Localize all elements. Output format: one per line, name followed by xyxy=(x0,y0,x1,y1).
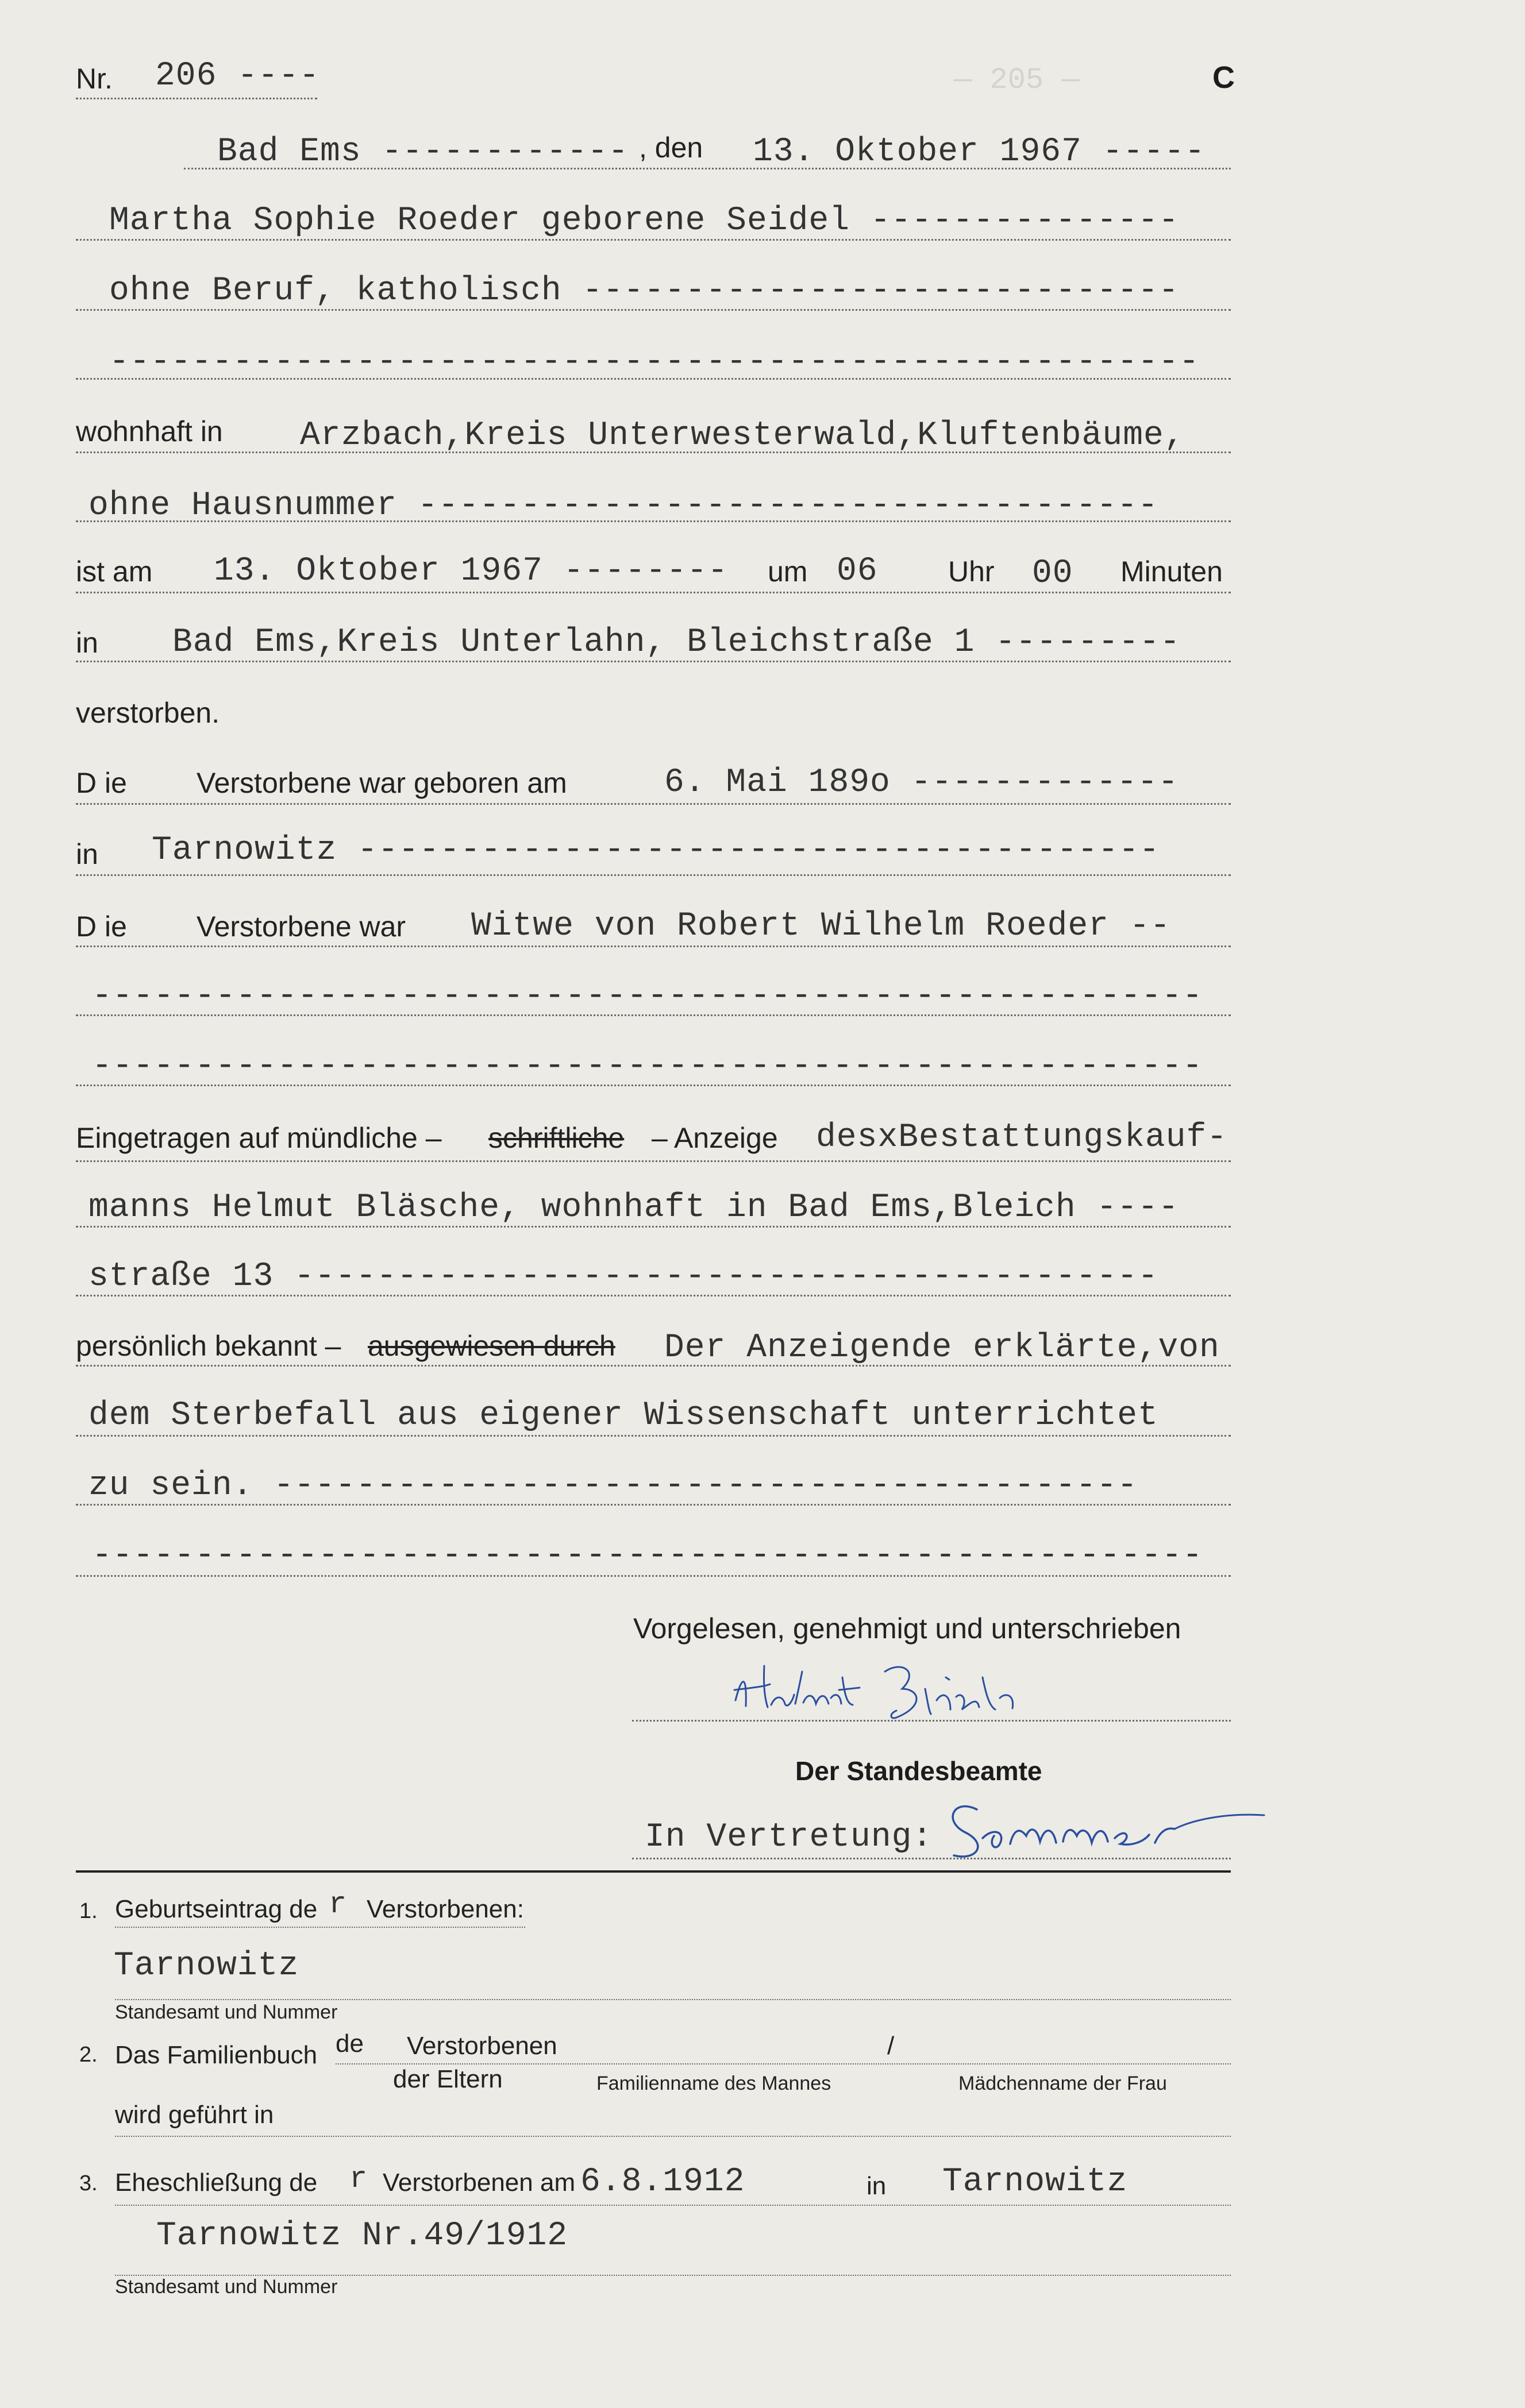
status-value: Witwe von Robert Wilhelm Roeder -- xyxy=(471,908,1171,945)
nr-value: 206 ---- xyxy=(155,57,320,95)
status-die-label: D ie xyxy=(76,910,127,943)
registration-line-3 xyxy=(76,1295,1231,1296)
footnote-1-value: Tarnowitz xyxy=(114,1947,299,1985)
deceased-name: Martha Sophie Roeder geborene Seidel --------------- xyxy=(109,202,1179,240)
registration-line-5 xyxy=(76,1435,1231,1437)
residence-line-1: Arzbach,Kreis Unterwesterwald,Kluftenbäume, xyxy=(300,417,1185,454)
status-label: Verstorbene war xyxy=(197,910,406,943)
registration-typed-7: ------------------------------------------------------ xyxy=(92,1537,1203,1575)
registration-line-4 xyxy=(76,1365,1231,1367)
deceased-blank-line: ----------------------------------------------------- xyxy=(109,344,1200,381)
corner-letter: C xyxy=(1212,60,1235,95)
birth-label: Verstorbene war geboren am xyxy=(197,767,567,799)
occupation-line xyxy=(76,309,1231,311)
place-date-line xyxy=(184,168,1231,169)
footnote-1-label-b: Verstorbenen: xyxy=(367,1895,524,1923)
footnote-3-caption: Standesamt und Nummer xyxy=(115,2276,338,2298)
bleed-through-mark: — 205 — xyxy=(954,63,1080,97)
name-line xyxy=(76,239,1231,241)
den-label: , den xyxy=(639,132,703,164)
read-approved-signed: Vorgelesen, genehmigt und unterschrieben xyxy=(633,1612,1181,1645)
personally-known-label: persönlich bekannt – xyxy=(76,1330,341,1362)
death-time-line xyxy=(76,592,1231,593)
registration-struck-written: schriftliche xyxy=(488,1122,625,1154)
footnote-separator xyxy=(76,1870,1231,1873)
footnote-2-line-a xyxy=(336,2063,1231,2064)
footnote-2-label-b: wird geführt in xyxy=(115,2101,274,2129)
footnote-1-value-line xyxy=(115,1999,1231,2000)
residence-label: wohnhaft in xyxy=(76,415,223,447)
status-blank-line-2 xyxy=(76,1085,1231,1086)
registration-line-6 xyxy=(76,1504,1231,1506)
residence-line xyxy=(76,452,1231,453)
registration-typed-3: straße 13 ------------------------------------------ xyxy=(88,1258,1158,1295)
footnote-2-verstorbenen: Verstorbenen xyxy=(407,2032,557,2060)
footnote-1-underline xyxy=(115,1927,525,1928)
footnote-3-date: 6.8.1912 xyxy=(580,2163,745,2201)
registration-struck-identified: ausgewiesen durch xyxy=(368,1330,615,1362)
death-in-label: in xyxy=(76,627,98,659)
deceased-occupation: ohne Beruf, katholisch ----------------------------- xyxy=(109,272,1179,310)
death-place: Bad Ems,Kreis Unterlahn, Bleichstraße 1 --------- xyxy=(172,624,1181,661)
status-blank-2: ------------------------------------------------------ xyxy=(92,1048,1203,1085)
birth-place: Tarnowitz --------------------------------------- xyxy=(152,832,1160,869)
registration-typed-1: desxBestattungskauf- xyxy=(816,1119,1228,1156)
registry-place: Bad Ems ------------ xyxy=(217,133,629,171)
death-date: 13. Oktober 1967 -------- xyxy=(214,553,729,590)
footnote-2-number: 2. xyxy=(79,2043,98,2067)
birth-place-line xyxy=(76,874,1231,876)
death-minutes: 00 xyxy=(1032,555,1073,592)
handwritten-signature-registrar xyxy=(942,1786,1270,1867)
footnote-2-de: de xyxy=(336,2029,364,2058)
footnote-3-registry: Tarnowitz Nr.49/1912 xyxy=(156,2217,568,2255)
house-number-line xyxy=(76,520,1231,522)
footnote-2-line-b xyxy=(115,2136,1231,2137)
residence-line-2: ohne Hausnummer ------------------------------------ xyxy=(88,487,1158,524)
registration-typed-4: Der Anzeigende erklärte,von xyxy=(664,1329,1220,1367)
status-line xyxy=(76,946,1231,947)
informant-signature-line xyxy=(632,1720,1231,1722)
footnote-1-label-a: Geburtseintrag de xyxy=(115,1895,318,1923)
registration-line-7 xyxy=(76,1575,1231,1577)
birth-die-label: D ie xyxy=(76,767,127,799)
footnote-3-label-a: Eheschließung de xyxy=(115,2168,318,2197)
in-vertretung-label: In Vertretung: xyxy=(645,1819,933,1856)
registrar-label: Der Standesbeamte xyxy=(795,1756,1042,1786)
footnote-3-typed-r: r xyxy=(349,2162,368,2196)
uhr-label: Uhr xyxy=(948,555,995,588)
handwritten-signature-informant xyxy=(730,1654,1052,1735)
birth-in-label: in xyxy=(76,838,98,870)
registration-label-1: Eingetragen auf mündliche – xyxy=(76,1122,442,1154)
birth-date-line xyxy=(76,803,1231,805)
footnote-2-caption-b: Mädchenname der Frau xyxy=(958,2073,1167,2094)
footnote-2-slash: / xyxy=(887,2032,895,2060)
registration-typed-2: manns Helmut Bläsche, wohnhaft in Bad Ems,Bleich ---- xyxy=(88,1189,1179,1226)
ist-am-label: ist am xyxy=(76,555,153,588)
footnote-1-typed-r: r xyxy=(329,1888,348,1921)
death-hour: 06 xyxy=(837,553,878,590)
footnote-1-number: 1. xyxy=(79,1899,98,1923)
registration-label-2: – Anzeige xyxy=(652,1122,778,1154)
footnote-3-label-b: Verstorbenen am xyxy=(383,2168,576,2197)
footnote-3-place: Tarnowitz xyxy=(942,2163,1128,2201)
footnote-3-number: 3. xyxy=(79,2171,98,2195)
nr-label: Nr. xyxy=(76,63,113,95)
footnote-1-caption: Standesamt und Nummer xyxy=(115,2001,338,2023)
footnote-3-line-a xyxy=(115,2205,1231,2206)
registry-date: 13. Oktober 1967 ----- xyxy=(753,133,1206,171)
blank-line-1 xyxy=(76,378,1231,380)
birth-date: 6. Mai 189o ------------- xyxy=(664,764,1179,801)
footnote-3-in: in xyxy=(867,2172,887,2200)
registration-line-2 xyxy=(76,1226,1231,1228)
status-blank-1: ------------------------------------------------------ xyxy=(92,978,1203,1015)
footnote-2-label: Das Familienbuch xyxy=(115,2041,318,2069)
registration-line-1 xyxy=(76,1160,1231,1162)
um-label: um xyxy=(768,555,808,588)
footnote-2-eltern: der Eltern xyxy=(393,2065,503,2093)
nr-line xyxy=(76,98,317,99)
minuten-label: Minuten xyxy=(1120,555,1223,588)
death-place-line xyxy=(76,661,1231,662)
status-blank-line-1 xyxy=(76,1014,1231,1016)
registration-typed-6: zu sein. ------------------------------------------ xyxy=(88,1467,1138,1504)
footnote-2-caption-a: Familienname des Mannes xyxy=(596,2073,831,2094)
registration-typed-5: dem Sterbefall aus eigener Wissenschaft unterrichtet xyxy=(88,1397,1158,1434)
registrar-signature-line xyxy=(632,1858,1231,1859)
verstorben-label: verstorben. xyxy=(76,697,220,729)
